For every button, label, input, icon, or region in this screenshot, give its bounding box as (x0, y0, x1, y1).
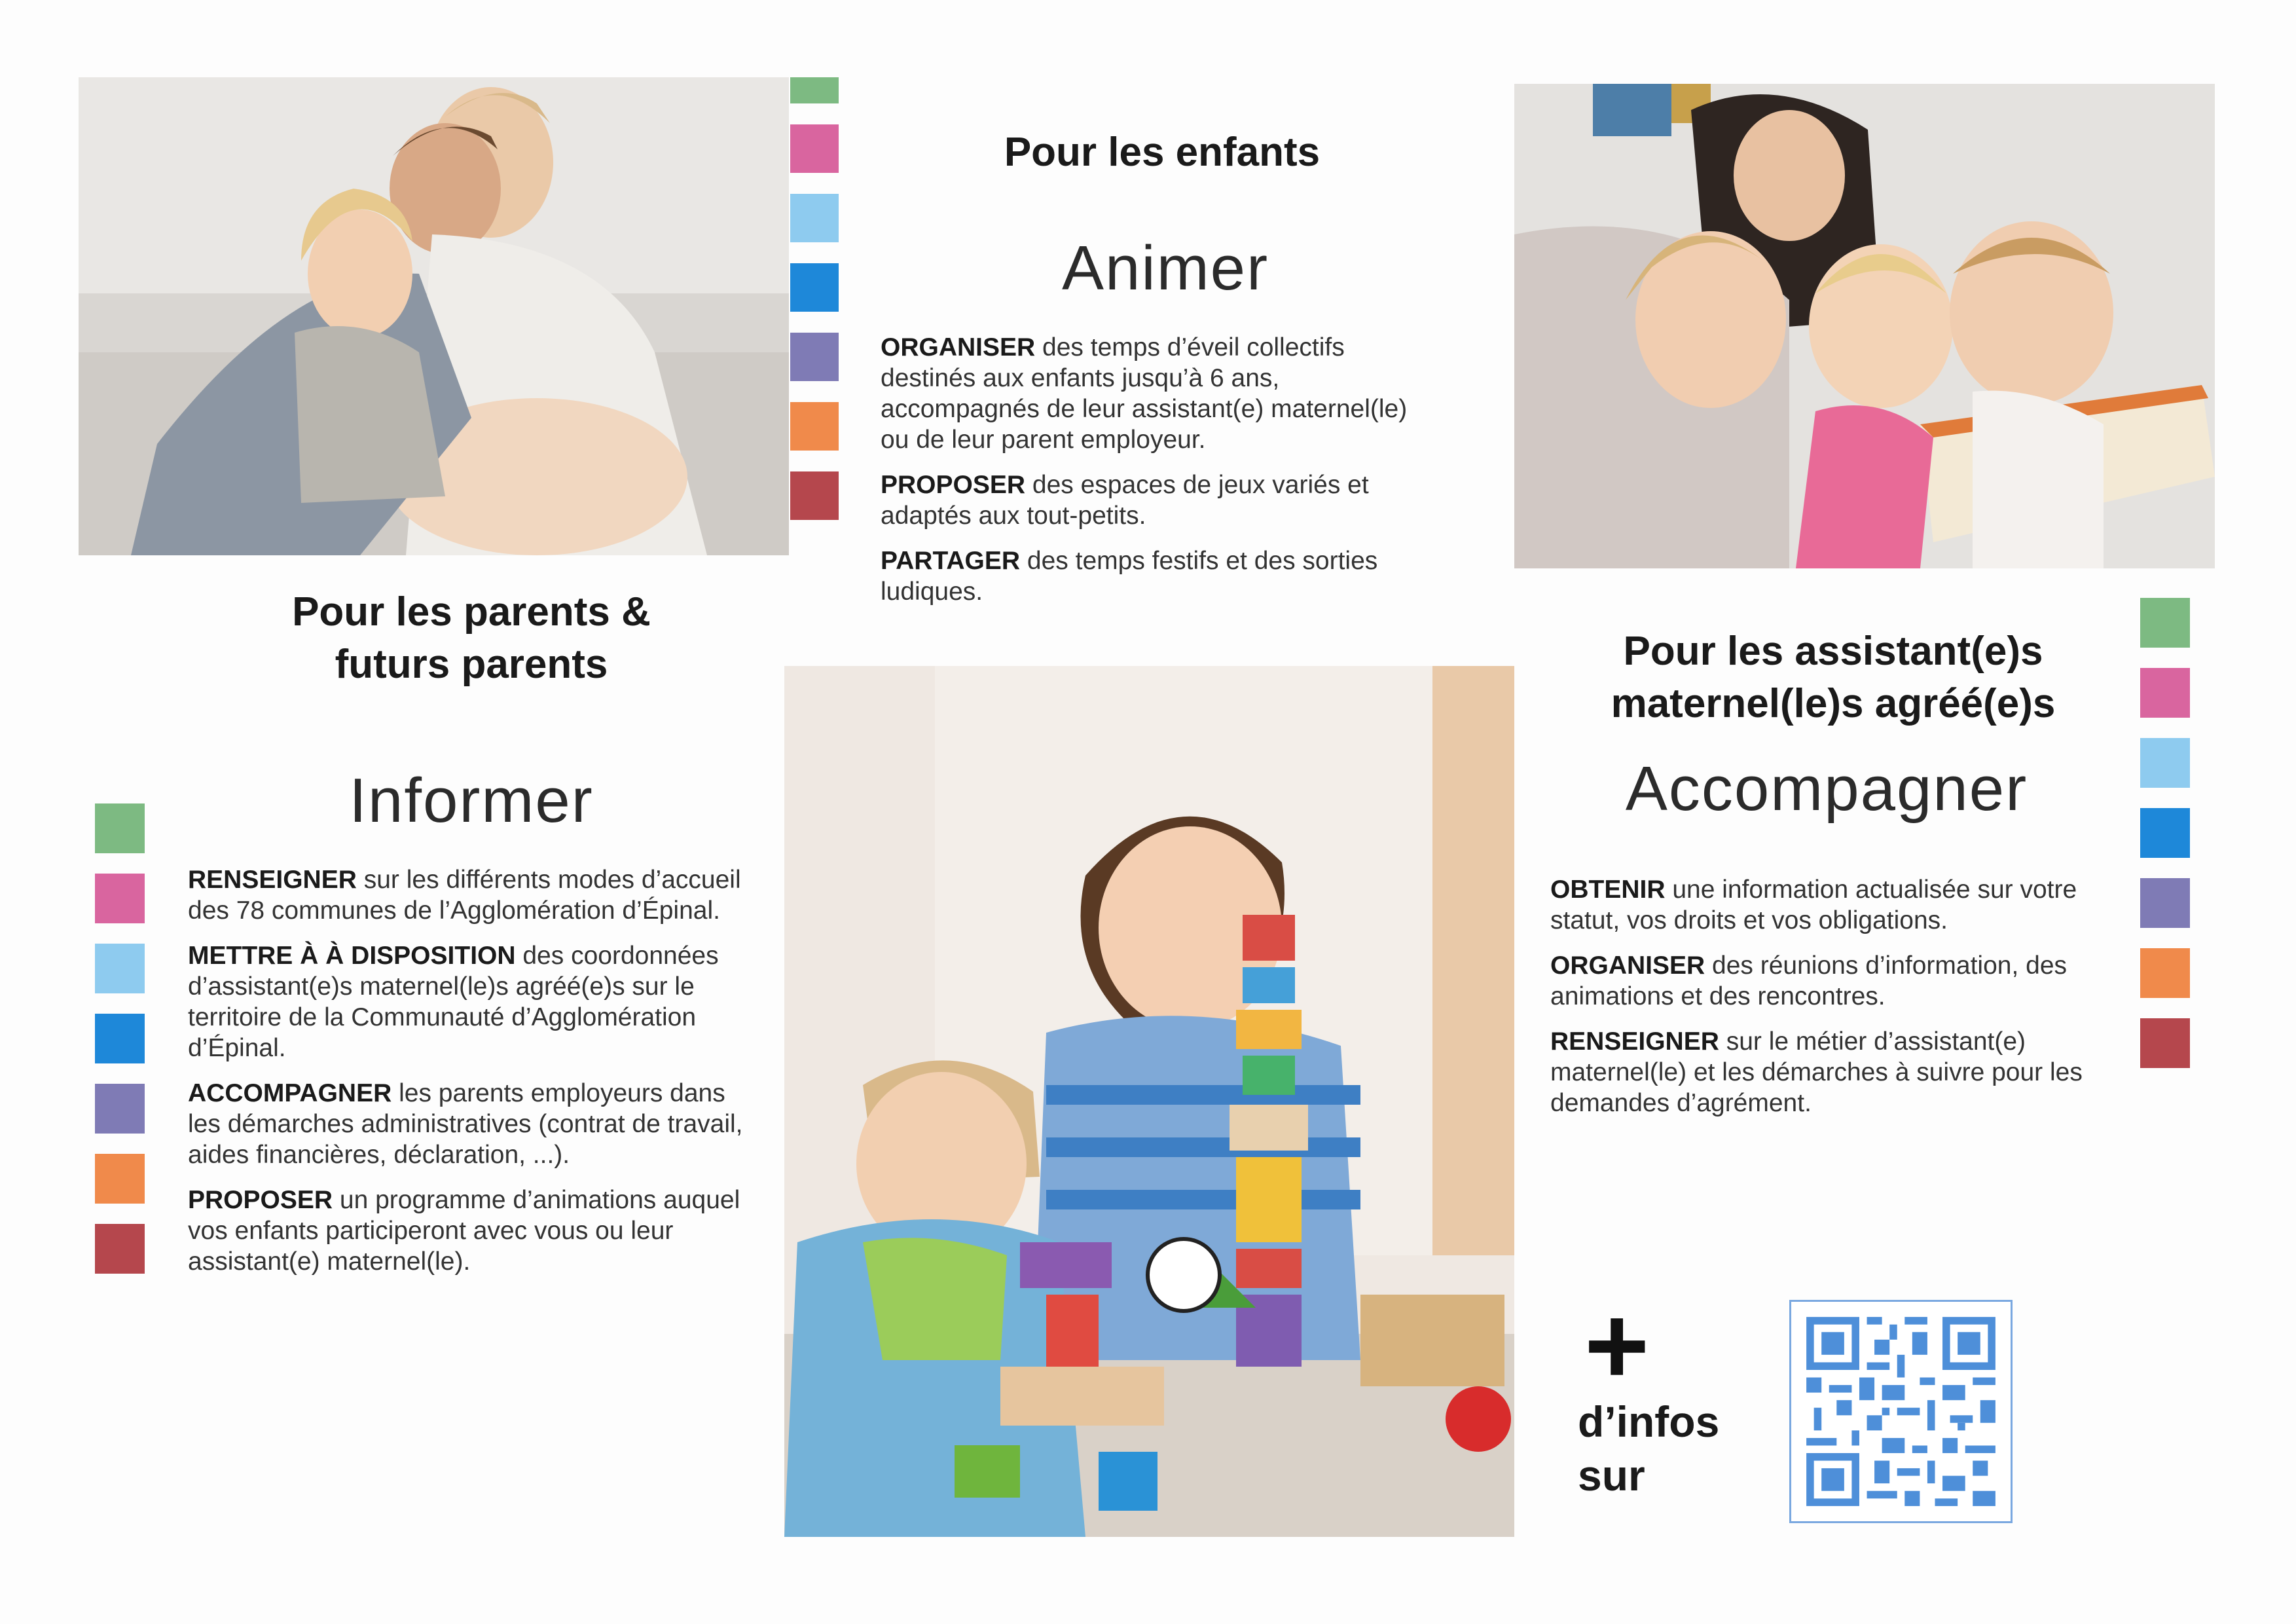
swatch-red (95, 1224, 145, 1274)
swatch-light-blue (790, 194, 839, 242)
more-info-line1: d’infos (1578, 1397, 1720, 1446)
swatch-blue (95, 1014, 145, 1063)
qr-code-icon[interactable] (1791, 1302, 2011, 1521)
swatch-purple (2140, 878, 2190, 928)
swatch-blue (790, 263, 839, 312)
swatch-pink (790, 124, 839, 173)
swatch-light-blue (95, 944, 145, 993)
list-item: RENSEIGNER sur les différents modes d’accueil des 78 communes de l’Agglomération d’Épinal. (188, 866, 741, 925)
swatch-green (790, 77, 839, 103)
list-item: ORGANISER des réunions d’information, des animations et des rencontres. (1550, 951, 2068, 1010)
parents-audience-line1: Pour les parents & (292, 589, 651, 635)
list-item: METTRE À À DISPOSITION des coordonnées d’assistant(e)s maternel(le)s agréé(e)s sur le territoire de la Communauté d’Agglomération d’Épinal. (188, 942, 719, 1062)
more-info-line2: sur (1578, 1451, 1645, 1500)
photo-family (79, 77, 789, 555)
list-item: RENSEIGNER sur le métier d’assistant(e) maternel(le) et les démarches à suivre pour les demandes d’agrément. (1550, 1027, 2083, 1117)
qr-code-frame[interactable] (1789, 1300, 2013, 1523)
more-info-label (1578, 1395, 1719, 1502)
swatch-column-right (2140, 598, 2190, 1088)
swatch-column-top-center (790, 77, 839, 541)
photo-reading (1514, 84, 2215, 568)
children-verb-title: Animer (1061, 233, 1269, 303)
swatch-column-left (95, 803, 145, 1294)
parents-audience-line2: futurs parents (335, 642, 608, 687)
parents-audience-title (216, 586, 727, 691)
assistants-audience-line2: maternel(le)s agréé(e)s (1611, 681, 2056, 726)
swatch-purple (95, 1084, 145, 1134)
assistants-audience-title (1558, 625, 2108, 730)
assistants-verb-title: Accompagner (1625, 754, 2028, 824)
assistants-items-list (1550, 874, 2120, 1133)
swatch-green (2140, 598, 2190, 648)
swatch-orange (95, 1154, 145, 1204)
children-audience-title: Pour les enfants (1004, 130, 1321, 175)
swatch-pink (95, 874, 145, 923)
swatch-red (790, 471, 839, 520)
plus-icon: + (1584, 1283, 1650, 1408)
list-item: PARTAGER des temps festifs et des sorties ludiques. (881, 547, 1378, 606)
swatch-purple (790, 333, 839, 381)
assistants-audience-line1: Pour les assistant(e)s (1623, 629, 2043, 674)
list-item: PROPOSER des espaces de jeux variés et adaptés aux tout-petits. (881, 471, 1369, 530)
swatch-green (95, 803, 145, 853)
swatch-pink (2140, 668, 2190, 718)
swatch-light-blue (2140, 738, 2190, 788)
children-items-list (881, 332, 1424, 621)
list-item: ORGANISER des temps d’éveil collectifs destinés aux enfants jusqu’à 6 ans, accompagnés de leur assistant(e) maternel(le) ou de leur parent employeur. (881, 333, 1408, 454)
list-item: PROPOSER un programme d’animations auquel vos enfants participeront avec vous ou leur assistant(e) maternel(le). (188, 1186, 740, 1276)
swatch-blue (2140, 808, 2190, 858)
list-item: OBTENIR une information actualisée sur votre statut, vos droits et vos obligations. (1550, 876, 2077, 934)
list-item: ACCOMPAGNER les parents employeurs dans les démarches administratives (contrat de travail, aides financières, déclaration, ...). (188, 1079, 743, 1169)
swatch-red (2140, 1018, 2190, 1068)
photo-blocks (784, 666, 1514, 1537)
swatch-orange (790, 402, 839, 451)
swatch-orange (2140, 948, 2190, 998)
parents-items-list (188, 864, 764, 1291)
parents-verb-title: Informer (349, 766, 594, 836)
